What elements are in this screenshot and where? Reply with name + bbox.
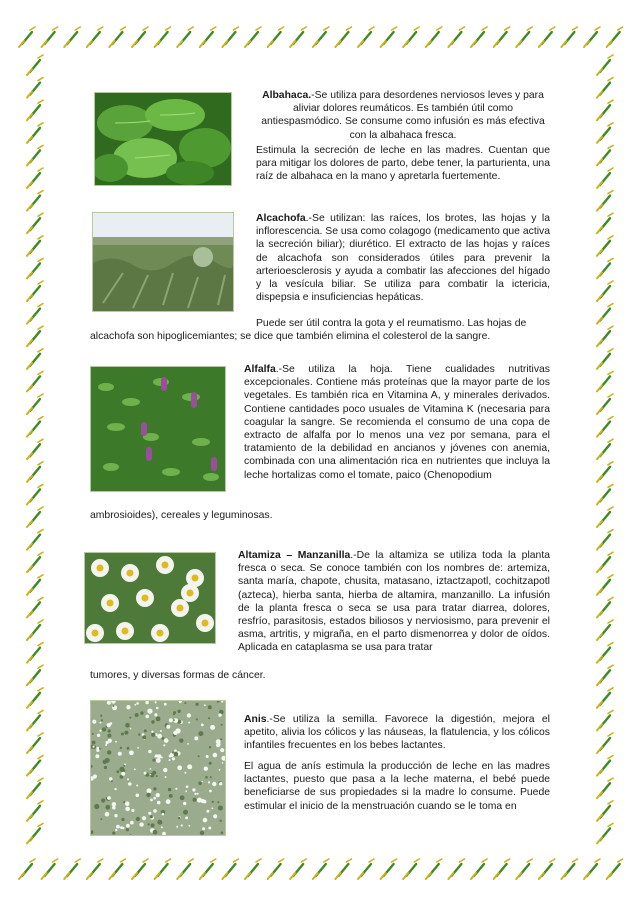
alcachofa-photo — [92, 212, 234, 312]
anise-flower-dot — [198, 782, 202, 786]
anise-flower-dot — [219, 782, 222, 785]
anise-flower-dot — [107, 796, 111, 800]
anise-flower-dot — [174, 752, 179, 757]
anise-flower-dot — [101, 798, 105, 802]
anise-flower-dot — [136, 817, 140, 821]
anise-flower-dot — [144, 772, 147, 775]
anise-flower-dot — [173, 713, 175, 715]
anise-flower-dot — [157, 734, 162, 739]
anise-flower-dot — [121, 818, 124, 821]
anise-flower-dot — [148, 812, 151, 815]
anise-flower-dot — [120, 826, 123, 829]
anise-flower-dot — [212, 801, 214, 803]
anise-flower-dot — [104, 766, 107, 769]
anise-flower-dot — [151, 720, 154, 723]
anise-flower-dot — [96, 747, 99, 750]
anise-flower-dot — [221, 832, 224, 835]
anise-flower-dot — [115, 741, 117, 743]
anis-desc-1: .-Se utiliza la semilla. Favorece la digestión, mejora el apetito, alivia los cólicos y las náuseas, la flatulencia, y los cólicos infantiles frecuentes en los bebes lactantes. — [244, 714, 550, 752]
anise-flower-dot — [217, 801, 219, 803]
anise-flower-dot — [209, 790, 212, 793]
daisy-center — [127, 570, 134, 577]
anis-photo — [90, 700, 226, 836]
anis-text-2: El agua de anís estimula la producción de leche en las madres lactantes, puesto que pasa a la leche materna, el bebé puede beneficiarse de sus propiedades si la madre lo consume. Puede estimular el inicio de la menstruación cuando se le toma en — [244, 761, 550, 812]
altamiza-text-1 — [238, 549, 550, 655]
anise-flower-dot — [218, 713, 221, 716]
anise-flower-dot — [218, 806, 223, 811]
anise-flower-dot — [198, 731, 203, 736]
altamiza-title: Altamiza – Manzanilla — [238, 550, 351, 561]
anise-flower-dot — [164, 738, 169, 743]
anise-flower-dot — [201, 724, 204, 727]
anise-flower-dot — [112, 806, 116, 810]
anise-flower-dot — [178, 817, 180, 819]
anise-flower-dot — [127, 778, 129, 780]
anise-flower-dot — [165, 776, 167, 778]
basil-image — [95, 93, 231, 185]
anise-flower-dot — [123, 765, 125, 767]
anise-flower-dot — [208, 717, 210, 719]
anise-flower-dot — [177, 710, 180, 713]
anise-flower-dot — [100, 818, 102, 820]
anise-flower-dot — [206, 810, 209, 813]
anise-flower-dot — [220, 820, 222, 822]
anise-flower-dot — [220, 738, 222, 740]
anise-flower-dot — [192, 788, 195, 791]
anise-flower-dot — [187, 743, 189, 745]
anise-flower-dot — [163, 768, 167, 772]
anise-flower-dot — [157, 801, 161, 805]
anise-flower-dot — [114, 814, 117, 817]
anise-image — [91, 701, 225, 835]
alfalfa-text-1 — [244, 363, 550, 482]
anise-flower-dot — [184, 772, 186, 774]
albahaca-title: Albahaca. — [262, 90, 312, 101]
anise-flower-dot — [212, 807, 214, 809]
anise-flower-dot — [186, 785, 189, 788]
anise-flower-dot — [135, 713, 139, 717]
anise-flower-dot — [176, 728, 181, 733]
anise-flower-dot — [142, 735, 146, 739]
daisy-center — [202, 620, 209, 627]
anise-flower-dot — [194, 736, 198, 740]
anise-flower-dot — [216, 743, 220, 747]
anise-flower-dot — [169, 794, 173, 798]
anise-flower-dot — [163, 744, 165, 746]
anise-flower-dot — [100, 722, 102, 724]
anise-flower-dot — [160, 730, 162, 732]
anise-flower-dot — [188, 825, 190, 827]
anise-flower-dot — [204, 704, 206, 706]
anise-flower-dot — [187, 764, 192, 769]
anise-flower-dot — [126, 705, 130, 709]
altamiza-desc-1: .-De la altamiza se utiliza toda la planta fresca o seca. Se conoce también con los nombres de: artemiza, santa maría, chapote, chusita, matasano, iztactzapotl, cochitzapotl (azteca), hierba santa, hierba de altamira, manzanillo. La infusión de la planta fresca o seca se usa para tratar diarrea, dolores, resfrío, parasitosis, estados biliosos y nerviosismo, para prevenir el asma, artritis, y migraña, en el parto dismenorrea y dolor de oídos. Aplicada en cataplasma se usa para tratar — [238, 550, 550, 654]
daisy-center — [177, 605, 184, 612]
alcachofa-text-2: Puede ser útil contra la gota y el reumatismo. Las hojas de — [256, 318, 527, 329]
anise-flower-dot — [198, 755, 200, 757]
anise-flower-dot — [169, 759, 171, 761]
anise-flower-dot — [93, 746, 95, 748]
anise-flower-dot — [126, 824, 130, 828]
albahaca-desc-1: -Se utiliza para desordenes nerviosos leves y para aliviar dolores reumáticos. Es también útil como antiespasmódico. Se consume como infusión es más efectiva con la albahaca fresca. — [261, 90, 545, 141]
anise-flower-dot — [108, 729, 111, 732]
alfalfa-image — [91, 367, 225, 491]
anise-flower-dot — [153, 809, 157, 813]
anise-flower-dot — [100, 715, 102, 717]
anise-flower-dot — [134, 769, 136, 771]
anise-flower-dot — [180, 795, 185, 800]
altamiza-text-2: tumores, y diversas formas de cáncer. — [90, 670, 266, 681]
anise-flower-dot — [127, 747, 130, 750]
anise-flower-dot — [169, 718, 173, 722]
anise-flower-dot — [120, 747, 122, 749]
anise-flower-dot — [92, 733, 94, 735]
anise-flower-dot — [210, 725, 215, 730]
anise-flower-dot — [150, 774, 152, 776]
anise-flower-dot — [213, 814, 217, 818]
daisy-center — [187, 590, 194, 597]
anise-flower-dot — [108, 739, 112, 743]
anise-flower-dot — [113, 705, 115, 707]
anise-flower-dot — [123, 801, 125, 803]
anise-flower-dot — [116, 825, 120, 829]
anise-flower-dot — [99, 730, 101, 732]
alfalfa-desc-1: .-Se utiliza la hoja. Tiene cualidades nutritivas excepcionales. Contiene más proteínas que la mayor parte de los vegetales. Es también rica en Vitamina A, y minerales derivados. Contiene cantidades poco usuales de Vitamina K (necesaria para coagular la sangre. Se recomienda el consumo de una copa de extracto de alfalfa por lo menos una vez por semana, para el tratamiento de la debilidad en ancianos y jóvenes con anemia, combinada con una alimentación rica en nutrientes que incluya la leche hortalizas como el tomate, paico (Chenopodium — [244, 364, 550, 481]
anise-flower-dot — [166, 799, 171, 804]
anise-flower-dot — [156, 775, 158, 777]
anise-flower-dot — [118, 752, 122, 756]
anise-flower-dot — [209, 746, 211, 748]
anise-flower-dot — [126, 828, 129, 831]
anise-flower-dot — [152, 759, 155, 762]
anise-flower-dot — [116, 770, 119, 773]
anise-flower-dot — [121, 772, 125, 776]
daisy-center — [122, 628, 129, 635]
anise-flower-dot — [145, 715, 149, 719]
anise-flower-dot — [219, 769, 221, 771]
albahaca-photo — [94, 92, 232, 186]
anise-flower-dot — [101, 719, 103, 721]
anise-flower-dot — [196, 703, 199, 706]
anise-flower-dot — [177, 765, 182, 770]
anise-flower-dot — [102, 727, 106, 731]
anise-flower-dot — [112, 802, 116, 806]
anise-flower-dot — [213, 753, 218, 758]
daisy-center — [142, 595, 149, 602]
anise-flower-dot — [183, 810, 188, 815]
anise-flower-dot — [157, 820, 162, 825]
anise-flower-dot — [175, 788, 177, 790]
anise-flower-dot — [92, 720, 96, 724]
anise-flower-dot — [212, 782, 216, 786]
daisy-center — [92, 630, 99, 637]
anise-flower-dot — [185, 817, 188, 820]
anise-flower-dot — [130, 821, 134, 825]
anise-flower-dot — [109, 777, 113, 781]
anise-flower-dot — [142, 816, 146, 820]
anise-flower-dot — [156, 793, 160, 797]
alcachofa-desc-1: .-Se utilizan: las raíces, los brotes, las hojas y la inflorescencia. Se usa como colagogo (medicamento que activa la secreción biliar); diurético. El extracto de las hojas y raíces de alcachofa son considerados útiles para prevenir la arterioesclerosis y ayuda a combatir las afecciones del hígado y la vesícula biliar. Se utiliza para combatir la ictericia, dispepsia e insuficiencias hepáticas. — [256, 213, 550, 304]
anise-flower-dot — [172, 757, 175, 760]
anise-flower-dot — [156, 758, 161, 763]
anise-flower-dot — [176, 826, 178, 828]
daisy-center — [97, 565, 104, 572]
alfalfa-title: Alfalfa — [244, 364, 276, 375]
anise-flower-dot — [209, 762, 212, 765]
anise-flower-dot — [95, 754, 99, 758]
anise-flower-dot — [150, 799, 153, 802]
anise-flower-dot — [129, 717, 131, 719]
albahaca-text-1 — [256, 89, 550, 142]
anise-flower-dot — [166, 725, 170, 729]
anise-flower-dot — [183, 802, 186, 805]
anise-flower-dot — [202, 827, 205, 830]
anise-flower-dot — [206, 755, 209, 758]
anise-flower-dot — [185, 790, 187, 792]
anise-flower-dot — [187, 713, 191, 717]
anise-flower-dot — [125, 801, 130, 806]
anise-flower-dot — [105, 812, 110, 817]
anise-flower-dot — [179, 738, 183, 742]
altamiza-photo — [84, 552, 216, 644]
anise-flower-dot — [136, 794, 140, 798]
anise-flower-dot — [94, 804, 99, 809]
anise-flower-dot — [119, 767, 124, 772]
anise-flower-dot — [103, 760, 107, 764]
alcachofa-title: Alcachofa — [256, 213, 306, 224]
anise-flower-dot — [92, 741, 96, 745]
alfalfa-text-2: ambrosioides), cereales y leguminosas. — [90, 510, 273, 521]
anise-flower-dot — [147, 788, 152, 793]
anise-flower-dot — [124, 731, 128, 735]
chamomile-image — [85, 553, 215, 643]
anise-flower-dot — [155, 701, 157, 703]
anise-flower-dot — [111, 780, 113, 782]
anise-flower-dot — [196, 718, 198, 720]
anise-flower-dot — [153, 787, 156, 790]
anise-flower-dot — [162, 813, 165, 816]
anise-flower-dot — [156, 717, 161, 722]
albahaca-text-2: Estimula la secreción de leche en las madres. Cuentan que para mitigar los dolores de parto, debe tener, la parturienta, una raíz de albahaca en la mano y apretarla fuertemente. — [256, 145, 550, 183]
anise-flower-dot — [201, 781, 203, 783]
anise-flower-dot — [107, 750, 111, 754]
anise-flower-dot — [208, 781, 210, 783]
anise-flower-dot — [156, 707, 159, 710]
anise-flower-dot — [172, 752, 174, 754]
anise-flower-dot — [151, 731, 153, 733]
anise-flower-dot — [107, 723, 111, 727]
anise-flower-dot — [220, 748, 224, 752]
anise-flower-dot — [144, 729, 147, 732]
anise-flower-dot — [139, 822, 143, 826]
daisy-center — [162, 562, 169, 569]
anise-flower-dot — [136, 702, 139, 705]
anis-text-1 — [244, 713, 550, 753]
anise-flower-dot — [150, 768, 152, 770]
anise-flower-dot — [222, 762, 224, 764]
anise-flower-dot — [105, 744, 107, 746]
daisy-center — [192, 575, 199, 582]
anise-flower-dot — [125, 723, 130, 728]
anise-flower-dot — [221, 724, 223, 726]
anise-flower-dot — [115, 829, 117, 831]
anise-flower-dot — [152, 771, 156, 775]
anise-flower-dot — [208, 705, 212, 709]
anise-flower-dot — [174, 749, 177, 752]
anise-flower-dot — [193, 798, 197, 802]
anise-flower-dot — [137, 747, 139, 749]
anise-flower-dot — [162, 737, 165, 740]
anise-flower-dot — [155, 754, 158, 757]
anise-flower-dot — [161, 826, 163, 828]
anis-title: Anis — [244, 714, 267, 725]
anise-flower-dot — [148, 709, 150, 711]
anise-flower-dot — [129, 750, 134, 755]
anise-flower-dot — [146, 793, 150, 797]
anise-flower-dot — [151, 733, 155, 737]
anise-flower-dot — [128, 782, 132, 786]
anise-flower-dot — [188, 722, 190, 724]
daisy-center — [107, 600, 114, 607]
anise-flower-dot — [200, 831, 204, 835]
anise-flower-dot — [130, 728, 132, 730]
anise-flower-dot — [114, 788, 116, 790]
anise-flower-dot — [131, 809, 134, 812]
anise-flower-dot — [168, 788, 171, 791]
anise-flower-dot — [164, 703, 167, 706]
anise-flower-dot — [210, 776, 212, 778]
anise-flower-dot — [97, 734, 100, 737]
anise-flower-dot — [205, 776, 208, 779]
anise-flower-dot — [112, 832, 115, 835]
anise-flower-dot — [173, 719, 175, 721]
anise-flower-dot — [138, 733, 140, 735]
anise-flower-dot — [121, 733, 124, 736]
anise-flower-dot — [125, 807, 130, 812]
anise-flower-dot — [140, 711, 143, 714]
anise-flower-dot — [181, 824, 183, 826]
daisy-center — [157, 630, 164, 637]
anise-flower-dot — [134, 704, 136, 706]
alcachofa-text-1 — [256, 212, 550, 304]
anise-flower-dot — [153, 830, 158, 835]
anise-flower-dot — [154, 713, 157, 716]
anise-flower-dot — [197, 793, 199, 795]
anise-flower-dot — [150, 815, 153, 818]
anise-flower-dot — [208, 827, 211, 830]
anise-flower-dot — [194, 793, 196, 795]
anise-flower-dot — [107, 734, 111, 738]
anise-flower-dot — [153, 797, 156, 800]
anise-flower-dot — [105, 805, 110, 810]
anise-flower-dot — [203, 818, 208, 823]
anise-flower-dot — [204, 767, 208, 771]
anise-flower-dot — [136, 785, 138, 787]
anise-flower-dot — [184, 702, 186, 704]
alfalfa-photo — [90, 366, 226, 492]
anise-flower-dot — [151, 823, 155, 827]
anise-flower-dot — [197, 798, 202, 803]
anise-flower-dot — [148, 823, 150, 825]
artichoke-field-image — [93, 213, 233, 311]
anise-flower-dot — [148, 750, 152, 754]
alcachofa-text-3: alcachofa son hipoglicemiantes; se dice que también elimina el colesterol de la sangre. — [90, 331, 491, 342]
